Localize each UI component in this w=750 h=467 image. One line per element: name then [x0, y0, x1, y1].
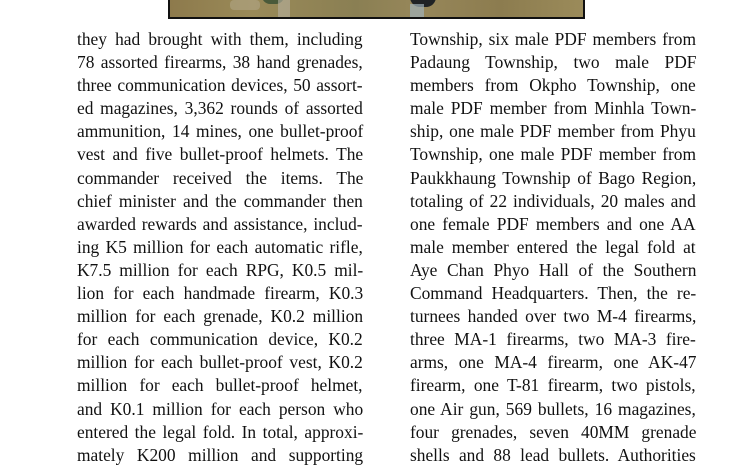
- text-line: Command Headquarters. Then, the re-: [410, 283, 697, 304]
- text-line: K7.5 million for each RPG, K0.5 mil-: [77, 259, 364, 280]
- text-line: mately K200 million and supporting: [77, 444, 364, 465]
- text-line: shells and 88 lead bullets. Authorities: [410, 444, 696, 465]
- photo-leg: [278, 0, 290, 17]
- text-line: for each communication device, K0.2: [77, 329, 363, 350]
- text-line: entered the legal fold. In total, approxi-: [77, 421, 364, 442]
- photo-ground-patch: [230, 0, 260, 10]
- text-line: Padaung Township, two male PDF: [410, 52, 697, 73]
- article-left-column: [77, 28, 363, 467]
- text-line: lion for each handmade firearm, K0.3: [77, 283, 364, 304]
- text-line: one Air gun, 569 bullets, 16 magazines,: [410, 398, 696, 419]
- text-line: ing K5 million for each automatic rifle,: [77, 236, 363, 257]
- text-line: members from Okpho Township, one: [410, 75, 696, 96]
- text-line: million for each bullet-proof helmet,: [77, 375, 363, 396]
- text-line: arms, one MA-4 firearm, one AK-47: [410, 352, 697, 373]
- text-line: totaling of 22 individuals, 20 males and: [410, 190, 696, 211]
- text-line: Township, six male PDF members from: [410, 29, 696, 49]
- text-line: male member entered the legal fold at: [410, 236, 696, 257]
- text-line: and K0.1 million for each person who: [77, 398, 364, 419]
- text-line: three communication devices, 50 assort-: [77, 75, 363, 96]
- news-photo: [168, 0, 585, 19]
- text-line: commander received the items. The: [77, 167, 364, 188]
- text-line: awarded rewards and assistance, includ-: [77, 213, 363, 234]
- text-line: Township, one male PDF member from: [410, 144, 697, 165]
- text-line: million for each bullet-proof vest, K0.2: [77, 352, 363, 373]
- text-line: ed magazines, 3,362 rounds of assorted: [77, 98, 363, 119]
- text-line: four grenades, seven 40MM grenade: [410, 421, 697, 442]
- text-line: male PDF member from Minhla Town-: [410, 98, 697, 119]
- article-right-column: [410, 28, 696, 467]
- text-line: vest and five bullet-proof helmets. The: [77, 144, 364, 165]
- text-line: Paukkhaung Township of Bago Region,: [410, 167, 697, 188]
- photo-leg: [410, 4, 424, 17]
- text-line: 78 assorted firearms, 38 hand grenades,: [77, 52, 363, 73]
- text-line: ship, one male PDF member from Phyu: [410, 121, 696, 142]
- text-line: they had brought with them, including: [77, 29, 363, 49]
- text-line: turnees handed over two M-4 firearms,: [410, 306, 697, 327]
- text-line: ammunition, 14 mines, one bullet-proof: [77, 121, 364, 142]
- text-line: firearm, one T-81 firearm, two pistols,: [410, 375, 696, 396]
- text-line: three MA-1 firearms, two MA-3 fire-: [410, 329, 696, 350]
- text-line: million for each grenade, K0.2 million: [77, 306, 364, 327]
- text-line: Aye Chan Phyo Hall of the Southern: [410, 259, 697, 280]
- text-line: one female PDF members and one AA: [410, 213, 696, 234]
- text-line: chief minister and the commander then: [77, 190, 363, 211]
